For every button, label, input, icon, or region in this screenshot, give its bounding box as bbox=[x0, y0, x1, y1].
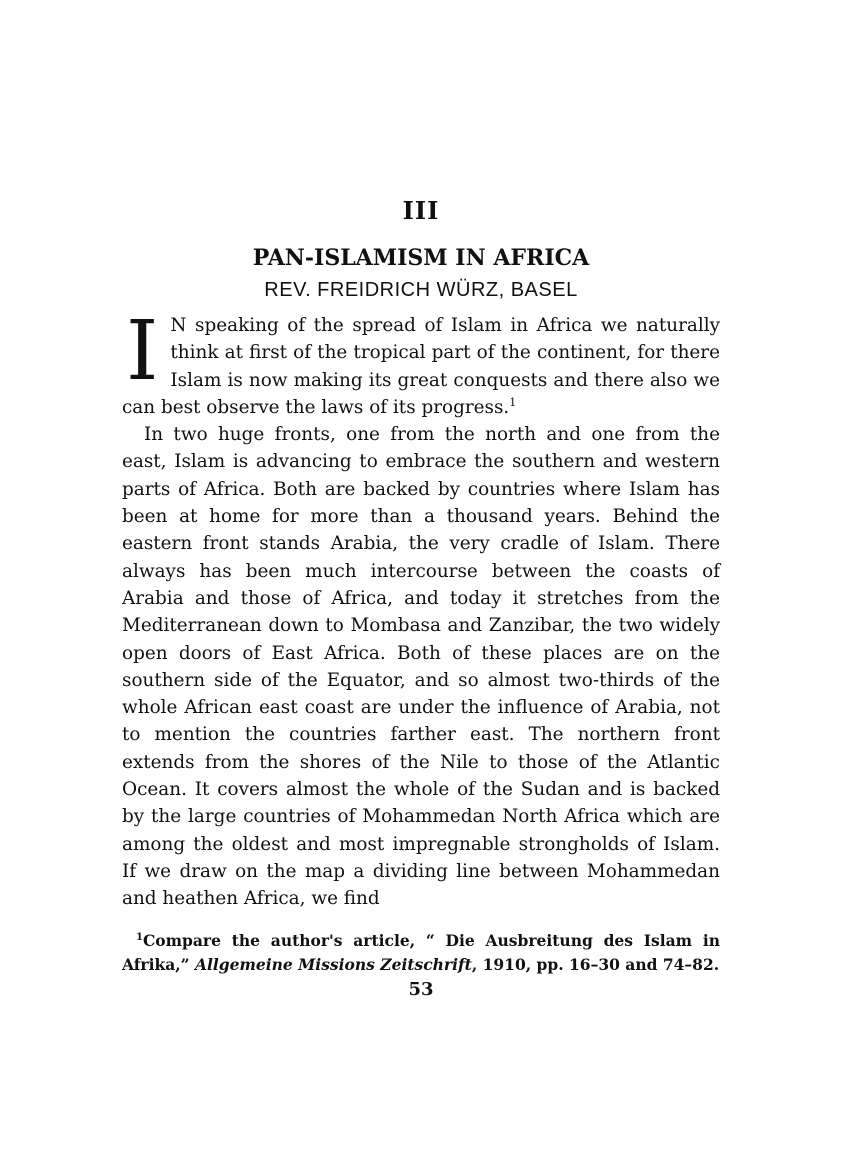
paragraph-2: In two huge fronts, one from the north and one from the east, Islam is advancing to embrace the southern and western parts of Africa. Both are backed by countries where Islam has been at home for more than a thousand years. Behind the eastern front stands Arabia, the very cradle of Islam. There always has been much intercourse between the coasts of Arabia and those of Africa, and today it stretches from the Mediterranean down to Mombasa and Zanzibar, the two widely open doors of East Africa. Both of these places are on the southern side of the Equator, and so almost two-thirds of the whole African east coast are under the influence of Arabia, not to mention the countries farther east. The northern front extends from the shores of the Nile to those of the Atlantic Ocean. It covers almost the whole of the Sudan and is backed by the large countries of Mohammedan North Africa which are among the oldest and most impregnable strongholds of Islam. If we draw on the map a dividing line between Mohammedan and heathen Africa, we find bbox=[122, 424, 720, 910]
footnote-reference: 1 bbox=[509, 395, 517, 409]
paragraph-1 bbox=[122, 304, 720, 421]
book-page bbox=[122, 196, 720, 1003]
footnote-text-after: , 1910, pp. 16–30 and 74–82. bbox=[471, 954, 720, 974]
paragraph-1-text: N speaking of the spread of Islam in Africa we naturally think at first of the tropical part of the continent, for there Islam is now making its great conquests and there also we can best observe the laws of its progress. bbox=[122, 315, 720, 418]
footnote-text bbox=[122, 929, 720, 977]
chapter-author: REV. FREIDRICH WÜRZ, BASEL bbox=[264, 279, 578, 301]
chapter-title: PAN-ISLAMISM IN AFRICA bbox=[252, 245, 590, 271]
chapter-number: III bbox=[402, 196, 440, 225]
footnote-journal: Allgemeine Missions Zeitschrift bbox=[194, 954, 472, 974]
body-text bbox=[122, 304, 720, 913]
footnote-text-before: Compare the author's article, “ Die Ausbreitung des Islam in Afrika,” bbox=[122, 930, 720, 974]
footnote-mark: 1 bbox=[136, 931, 143, 943]
footnote bbox=[122, 929, 720, 977]
page-number: 53 bbox=[408, 978, 434, 1000]
drop-cap: I bbox=[126, 304, 159, 399]
